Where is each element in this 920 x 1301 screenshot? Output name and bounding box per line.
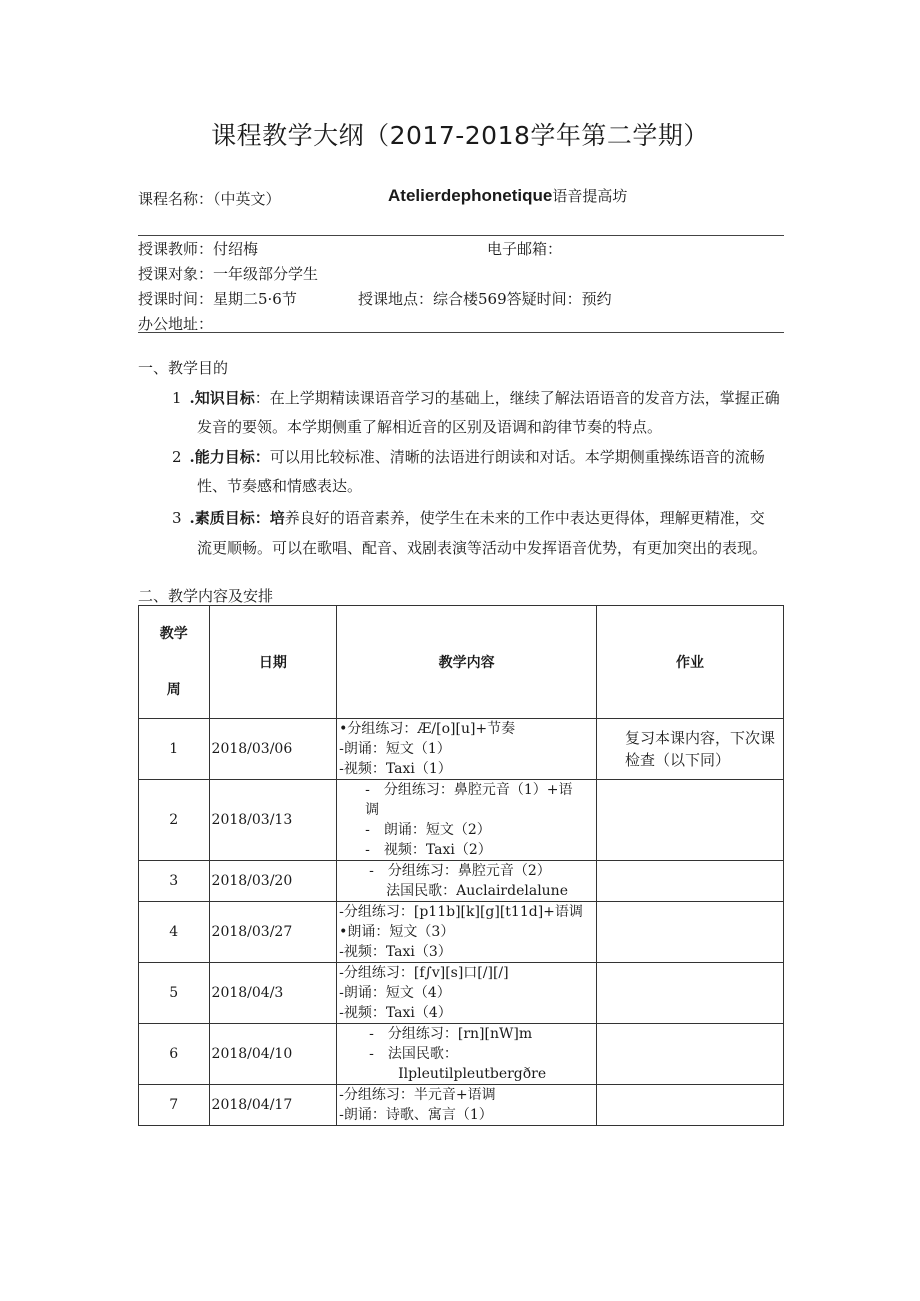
goal-text: 可以用比较标准、清晰的法语进行朗读和对话。本学期侧重操练语音的流畅 xyxy=(269,448,765,466)
table-row xyxy=(139,963,784,1024)
week-cell: 7 xyxy=(139,1085,210,1126)
goals-heading: 一、教学目的 xyxy=(138,359,229,377)
goal-text: 养良好的语音素养，使学生在未来的工作中表达更得体，理解更精准，交 xyxy=(284,509,765,527)
goal-number: 2 xyxy=(172,448,182,466)
top-divider xyxy=(138,235,784,236)
content-cell xyxy=(337,780,597,861)
goal-item-3-cont: 流更顺畅。可以在歌唱、配音、戏剧表演等活动中发挥语音优势，有更加突出的表现。 xyxy=(197,539,768,557)
content-cell xyxy=(337,1024,597,1085)
goal-item-3 xyxy=(172,507,765,528)
time-line: 授课时间：星期二5·6节 xyxy=(138,290,297,308)
content-line: - 分组练习：鼻腔元音（1）+语 xyxy=(365,782,573,798)
table-row xyxy=(139,780,784,861)
goal-item-1-cont: 发音的要领。本学期侧重了解相近音的区别及语调和韵律节奏的特点。 xyxy=(197,418,663,436)
content-line: •分组练习：Æ/[o][u]+节奏 xyxy=(339,721,516,737)
teacher-line: 授课教师：付绍梅 xyxy=(138,240,259,258)
content-cell xyxy=(337,902,597,963)
goal-number: 1 xyxy=(172,389,182,407)
goal-number: 3 xyxy=(172,509,182,527)
content-cell xyxy=(337,861,597,902)
homework-cell xyxy=(597,1024,784,1085)
date-cell: 2018/03/06 xyxy=(209,719,337,780)
header-homework: 作业 xyxy=(597,606,784,719)
header-week: 教学 周 xyxy=(139,606,210,719)
header-date: 日期 xyxy=(209,606,337,719)
content-line: - 视频：Taxi（2） xyxy=(365,842,492,858)
week-cell: 1 xyxy=(139,719,210,780)
schedule-heading: 二、教学内容及安排 xyxy=(138,587,274,605)
content-line: -视频：Taxi（1） xyxy=(339,761,452,777)
course-name-fr: Atelierdephonetique xyxy=(388,186,553,205)
homework-cell: 复习本课内容，下次课检查（以下同） xyxy=(597,719,784,780)
schedule-table xyxy=(138,605,784,1126)
table-row xyxy=(139,1085,784,1126)
table-header-row xyxy=(139,606,784,719)
table-row xyxy=(139,1024,784,1085)
week-cell: 3 xyxy=(139,861,210,902)
content-cell xyxy=(337,1085,597,1126)
goal-label: .素质目标： xyxy=(189,509,270,527)
goal-label: .能力目标： xyxy=(189,448,270,466)
course-name-label: 课程名称：（中英文） xyxy=(138,190,281,208)
content-line: - 法国民歌： xyxy=(369,1046,458,1062)
content-line: -分组练习：[f∫v][s]口[/][/] xyxy=(339,965,509,981)
content-line: 调 xyxy=(365,802,380,818)
content-cell xyxy=(337,963,597,1024)
date-cell: 2018/04/17 xyxy=(209,1085,337,1126)
content-line: -视频：Taxi（3） xyxy=(339,944,452,960)
week-cell: 6 xyxy=(139,1024,210,1085)
goal-label: .知识目标 xyxy=(189,389,255,407)
goal-item-2 xyxy=(172,446,765,467)
date-cell: 2018/04/10 xyxy=(209,1024,337,1085)
date-cell: 2018/03/20 xyxy=(209,861,337,902)
homework-cell xyxy=(597,963,784,1024)
content-line: -朗诵：短文（1） xyxy=(339,741,451,757)
content-line: -朗诵：诗歌、寓言（1） xyxy=(339,1107,493,1123)
content-line: -朗诵：短文（4） xyxy=(339,985,451,1001)
homework-cell xyxy=(597,902,784,963)
info-divider xyxy=(138,332,784,333)
homework-cell xyxy=(597,780,784,861)
content-cell xyxy=(337,719,597,780)
header-content: 教学内容 xyxy=(337,606,597,719)
week-cell: 5 xyxy=(139,963,210,1024)
course-name-zh: 语音提高坊 xyxy=(552,187,628,205)
office-line: 办公地址： xyxy=(138,315,214,333)
place-line: 授课地点：综合楼569答疑时间：预约 xyxy=(358,290,612,308)
goal-item-2-cont: 性、节奏感和情感表达。 xyxy=(197,477,363,495)
target-line: 授课对象：一年级部分学生 xyxy=(138,265,319,283)
content-line: •朗诵：短文（3） xyxy=(339,924,455,940)
content-line: -视频：Taxi（4） xyxy=(339,1005,452,1021)
table-row xyxy=(139,861,784,902)
date-cell: 2018/03/13 xyxy=(209,780,337,861)
week-cell: 2 xyxy=(139,780,210,861)
content-line: - 分组练习：鼻腔元音（2） xyxy=(369,863,551,879)
date-cell: 2018/03/27 xyxy=(209,902,337,963)
goal-bold-char: 培 xyxy=(269,509,285,527)
email-line: 电子邮箱： xyxy=(487,240,563,258)
week-cell: 4 xyxy=(139,902,210,963)
date-cell: 2018/04/3 xyxy=(209,963,337,1024)
content-line: 法国民歌：Auclairdelalune xyxy=(386,883,568,899)
goal-text: ：在上学期精读课语音学习的基础上，继续了解法语语音的发音方法，掌握正确 xyxy=(254,389,780,407)
homework-cell xyxy=(597,1085,784,1126)
homework-cell xyxy=(597,861,784,902)
table-row xyxy=(139,902,784,963)
content-line: Ilpleutilpleutbergðre xyxy=(398,1066,547,1082)
content-line: -分组练习：[p11b][k][g][t11d]+语调 xyxy=(339,904,583,920)
table-row xyxy=(139,719,784,780)
course-name xyxy=(388,185,627,206)
content-line: -分组练习：半元音+语调 xyxy=(339,1087,496,1103)
content-line: - 朗诵：短文（2） xyxy=(365,822,491,838)
page-title: 课程教学大纲（2017-2018学年第二学期） xyxy=(211,121,709,150)
goal-item-1 xyxy=(172,387,780,408)
content-line: - 分组练习：[rn][nW]m xyxy=(369,1026,533,1042)
